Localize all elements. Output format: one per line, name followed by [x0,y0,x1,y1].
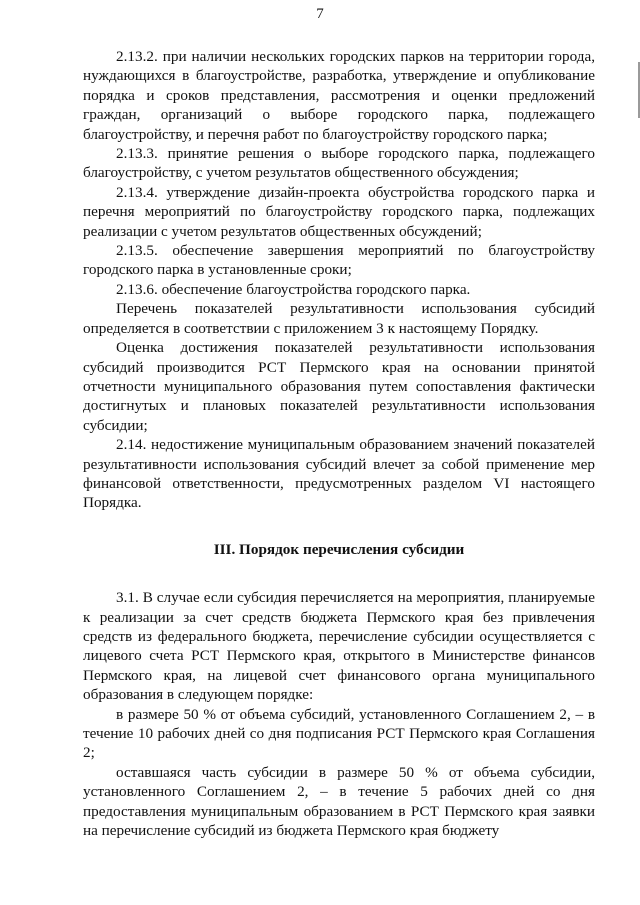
paragraph-indicator-list: Перечень показателей результативности использования субсидий определяется в соответствии с приложением 3 к настоящему Порядку. [83,300,595,337]
document-body [83,47,595,840]
paragraph-2-13-5: 2.13.5. обеспечение завершения мероприятий по благоустройству городского парка в установленные сроки; [83,242,595,279]
paragraph-2-13-2: 2.13.2. при наличии нескольких городских парков на территории города, нуждающихся в благоустройстве, разработка, утверждение и опубликование порядка и сроков представления, рассмотрения и оценки предложений граждан, организаций о выборе городского парка, подлежащего благоустройству, и перечня работ по благоустройству городского парка; [83,48,595,143]
paragraph-3-1: 3.1. В случае если субсидия перечисляется на мероприятия, планируемые к реализации за счет средств бюджета Пермского края без привлечения средств из федерального бюджета, перечисление субсидии осуществляется с лицевого счета РСТ Пермского края, открытого в Министерстве финансов Пермского края, на лицевой счет финансового органа муниципального образования в следующем порядке: [83,589,595,704]
paragraph-2-13-3: 2.13.3. принятие решения о выборе городского парка, подлежащего благоустройству, с учетом результатов общественного обсуждения; [83,145,595,182]
paragraph-remaining-transfer: оставшаяся часть субсидии в размере 50 % от объема субсидии, установленного Соглашением 2, – в течение 5 рабочих дней со дня предоставления муниципальным образованием в РСТ Пермского края заявки на перечисление субсидий из бюджета Пермского края бюджету [83,763,595,840]
paragraph-2-13-6: 2.13.6. обеспечение благоустройства городского парка. [116,280,471,298]
page-number: 7 [316,6,324,22]
paragraph-first-transfer: в размере 50 % от объема субсидий, установленного Соглашением 2, – в течение 10 рабочих дней со дня подписания РСТ Пермского края Соглашения 2; [83,705,595,762]
paragraph-2-13-4: 2.13.4. утверждение дизайн-проекта обустройства городского парка и перечня мероприятий по благоустройству городского парка, подлежащих реализации с учетом результатов общественных обсуждений; [83,183,595,240]
paragraph-indicator-evaluation: Оценка достижения показателей результативности использования субсидий производится РСТ Пермского края на основании принятой отчетности муниципального образования путем сопоставления фактически достигнутых и плановых показателей результативности использования субсидии; [83,339,595,434]
paragraph-2-14: 2.14. недостижение муниципальным образованием значений показателей результативности использования субсидий влечет за собой применение мер финансовой ответственности, предусмотренных разделом VI настоящего Порядка. [83,436,595,512]
section-heading-iii: III. Порядок перечисления субсидии [213,540,465,558]
